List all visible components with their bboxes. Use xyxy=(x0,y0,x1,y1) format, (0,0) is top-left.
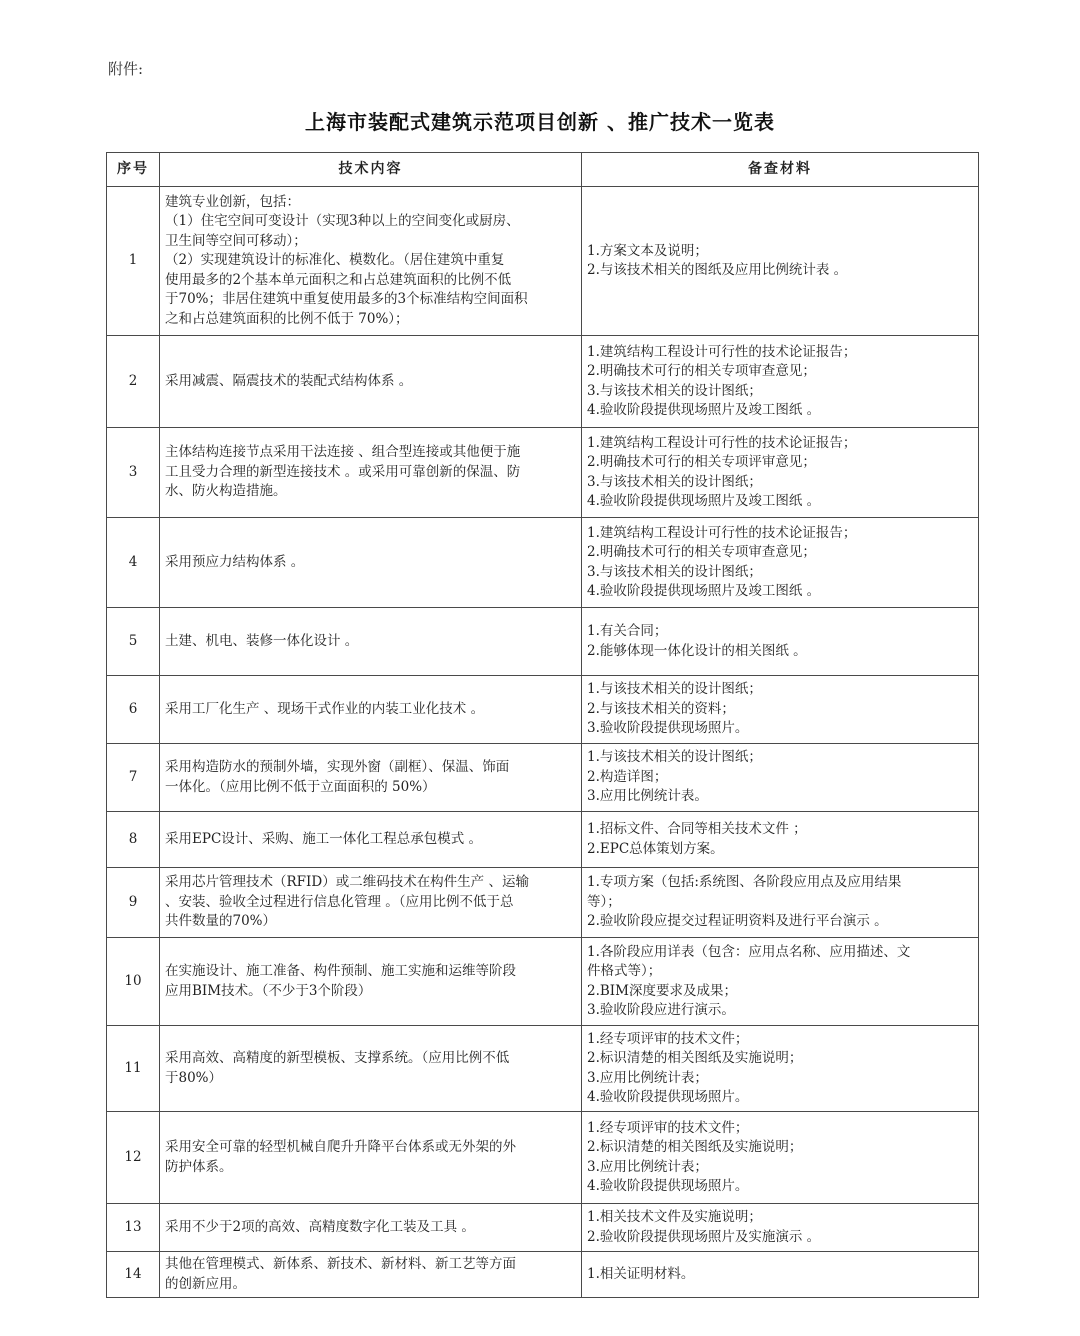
row-technical-content xyxy=(160,676,582,744)
content-line: 建筑专业创新，包括： xyxy=(165,193,300,210)
content-line: 采用高效、高精度的新型模板、支撑系统。（应用比例不低 xyxy=(165,1050,510,1066)
row-serial-number: 9 xyxy=(107,868,160,938)
header-technical-content: 技术内容 xyxy=(160,153,582,187)
content-line: 于70%；非居住建筑中重复使用最多的3个标准结构空间面积 xyxy=(165,291,528,308)
row-serial-number: 6 xyxy=(107,676,160,744)
content-line: 主体结构连接节点采用干法连接 、组合型连接或其他便于施 xyxy=(165,444,521,461)
row-reference-materials xyxy=(582,1112,979,1204)
row-technical-content xyxy=(160,1204,582,1252)
content-line: 采用EPC设计、采购、施工一体化工程总承包模式 。 xyxy=(165,830,483,847)
row-reference-materials xyxy=(582,938,979,1026)
material-line: 2.能够体现一体化设计的相关图纸 。 xyxy=(587,642,807,659)
material-line: 等）； xyxy=(587,893,621,910)
row-technical-content xyxy=(160,608,582,676)
row-reference-materials xyxy=(582,518,979,608)
material-line: 2.验收阶段应提交过程证明资料及进行平台演示 。 xyxy=(587,913,888,930)
row-technical-content xyxy=(160,744,582,812)
row-reference-materials xyxy=(582,187,979,336)
material-line: 1.与该技术相关的设计图纸； xyxy=(587,749,762,766)
content-line: 、安装、验收全过程进行信息化管理 。（应用比例不低于总 xyxy=(165,893,514,910)
material-line: 3.与该技术相关的设计图纸； xyxy=(587,473,762,490)
content-line: 采用芯片管理技术（RFID）或二维码技术在构件生产 、运输 xyxy=(165,874,529,891)
row-technical-content xyxy=(160,1252,582,1298)
material-line: 2.标识清楚的相关图纸及实施说明； xyxy=(587,1139,803,1155)
row-technical-content xyxy=(160,518,582,608)
table-row xyxy=(107,428,979,518)
row-reference-materials xyxy=(582,676,979,744)
table-header-row xyxy=(107,153,979,187)
material-line: 1.相关证明材料。 xyxy=(587,1265,695,1282)
row-technical-content xyxy=(160,1026,582,1112)
row-reference-materials xyxy=(582,1026,979,1112)
material-line: 3.应用比例统计表。 xyxy=(587,788,708,805)
table-row xyxy=(107,518,979,608)
material-line: 3.验收阶段提供现场照片。 xyxy=(587,720,749,737)
table-row xyxy=(107,676,979,744)
content-line: 其他在管理模式、新体系、新技术、新材料、新工艺等方面 xyxy=(165,1256,516,1272)
content-line: 采用不少于2项的高效、高精度数字化工装及工具 。 xyxy=(165,1218,475,1235)
material-line: 1.经专项评审的技术文件； xyxy=(587,1119,749,1136)
material-line: 1.招标文件、合同等相关技术文件 ； xyxy=(587,821,807,837)
material-line: 4.验收阶段提供现场照片及竣工图纸 。 xyxy=(587,583,821,599)
content-line: （1）住宅空间可变设计（实现3种以上的空间变化或厨房、 xyxy=(165,213,520,230)
material-line: 3.验收阶段应进行演示。 xyxy=(587,1002,735,1018)
content-line: 一体化。（应用比例不低于立面面积的 50%） xyxy=(165,778,436,795)
content-line: 采用工厂化生产 、现场干式作业的内装工业化技术 。 xyxy=(165,700,485,717)
material-line: 3.应用比例统计表； xyxy=(587,1069,708,1086)
row-serial-number: 10 xyxy=(107,938,160,1026)
material-line: 1.专项方案（包括:系统图、各阶段应用点及应用结果 xyxy=(587,874,902,891)
content-line: 应用BIM技术。（不少于3个阶段） xyxy=(165,982,372,999)
material-line: 4.验收阶段提供现场照片及竣工图纸 。 xyxy=(587,402,821,418)
material-line: 3.应用比例统计表； xyxy=(587,1158,708,1175)
header-reference-materials: 备查材料 xyxy=(582,153,979,187)
material-line: 2.与该技术相关的资料； xyxy=(587,700,735,717)
content-line: 共件数量的70%） xyxy=(165,913,277,930)
material-line: 2.BIM深度要求及成果； xyxy=(587,982,737,999)
row-technical-content xyxy=(160,428,582,518)
table-row xyxy=(107,1204,979,1252)
table-row xyxy=(107,1112,979,1204)
material-line: 4.验收阶段提供现场照片。 xyxy=(587,1089,749,1105)
table-row xyxy=(107,938,979,1026)
table-row xyxy=(107,336,979,428)
content-line: 采用安全可靠的轻型机械自爬升升降平台体系或无外架的外 xyxy=(165,1139,516,1155)
table-row xyxy=(107,744,979,812)
material-line: 3.与该技术相关的设计图纸； xyxy=(587,382,762,399)
material-line: 4.验收阶段提供现场照片。 xyxy=(587,1178,749,1194)
row-technical-content xyxy=(160,1112,582,1204)
material-line: 2.构造详图； xyxy=(587,768,668,785)
material-line: 1.经专项评审的技术文件； xyxy=(587,1030,749,1047)
row-serial-number: 11 xyxy=(107,1026,160,1112)
row-reference-materials xyxy=(582,608,979,676)
content-line: 在实施设计、施工准备、构件预制、施工实施和运维等阶段 xyxy=(165,963,516,979)
row-reference-materials xyxy=(582,1252,979,1298)
material-line: 2.明确技术可行的相关专项审查意见； xyxy=(587,544,816,560)
table-row xyxy=(107,868,979,938)
material-line: 2.明确技术可行的相关专项评审意见； xyxy=(587,454,816,470)
row-serial-number: 7 xyxy=(107,744,160,812)
row-technical-content xyxy=(160,938,582,1026)
content-line: 采用预应力结构体系 。 xyxy=(165,553,305,570)
content-line: 于80%） xyxy=(165,1069,223,1086)
material-line: 1.有关合同； xyxy=(587,623,668,639)
row-technical-content xyxy=(160,812,582,868)
row-reference-materials xyxy=(582,868,979,938)
material-line: 3.与该技术相关的设计图纸； xyxy=(587,563,762,580)
material-line: 2.验收阶段提供现场照片及实施演示 。 xyxy=(587,1228,821,1245)
row-reference-materials xyxy=(582,428,979,518)
technology-table xyxy=(106,152,979,1298)
material-line: 2.标识清楚的相关图纸及实施说明； xyxy=(587,1050,803,1066)
row-reference-materials xyxy=(582,1204,979,1252)
content-line: 水、防火构造措施。 xyxy=(165,483,287,500)
content-line: 的创新应用。 xyxy=(165,1275,246,1292)
table-row xyxy=(107,1026,979,1112)
content-line: 之和占总建筑面积的比例不低于 70%）； xyxy=(165,310,409,327)
table-row xyxy=(107,812,979,868)
annex-label: 附件: xyxy=(108,60,144,78)
content-line: （2）实现建筑设计的标准化、模数化。（居住建筑中重复 xyxy=(165,252,505,269)
material-line: 件格式等）； xyxy=(587,963,662,979)
row-reference-materials xyxy=(582,744,979,812)
row-serial-number: 5 xyxy=(107,608,160,676)
material-line: 1.建筑结构工程设计可行性的技术论证报告； xyxy=(587,343,857,360)
row-technical-content xyxy=(160,336,582,428)
table-row xyxy=(107,608,979,676)
row-serial-number: 8 xyxy=(107,812,160,868)
row-serial-number: 2 xyxy=(107,336,160,428)
material-line: 2.与该技术相关的图纸及应用比例统计表 。 xyxy=(587,262,848,278)
row-serial-number: 13 xyxy=(107,1204,160,1252)
material-line: 1.方案文本及说明； xyxy=(587,242,708,259)
content-line: 采用构造防水的预制外墙，实现外窗（副框）、保温、饰面 xyxy=(165,759,510,775)
row-serial-number: 3 xyxy=(107,428,160,518)
row-technical-content xyxy=(160,868,582,938)
content-line: 使用最多的2个基本单元面积之和占总建筑面积的比例不低 xyxy=(165,271,512,288)
material-line: 1.各阶段应用详表（包含：应用点名称、应用描述、文 xyxy=(587,943,911,960)
material-line: 1.建筑结构工程设计可行性的技术论证报告； xyxy=(587,524,857,541)
document-title: 上海市装配式建筑示范项目创新 、推广技术一览表 xyxy=(305,110,775,134)
material-line: 1.建筑结构工程设计可行性的技术论证报告； xyxy=(587,434,857,451)
row-serial-number: 12 xyxy=(107,1112,160,1204)
material-line: 4.验收阶段提供现场照片及竣工图纸 。 xyxy=(587,493,821,509)
table-row xyxy=(107,187,979,336)
content-line: 工且受力合理的新型连接技术 。或采用可靠创新的保温、防 xyxy=(165,463,521,480)
table-row xyxy=(107,1252,979,1298)
row-reference-materials xyxy=(582,812,979,868)
content-line: 采用减震、隔震技术的装配式结构体系 。 xyxy=(165,372,413,389)
row-serial-number: 1 xyxy=(107,187,160,336)
content-line: 防护体系。 xyxy=(165,1158,233,1175)
row-technical-content xyxy=(160,187,582,336)
material-line: 2.明确技术可行的相关专项审查意见； xyxy=(587,363,816,379)
material-line: 1.相关技术文件及实施说明； xyxy=(587,1209,762,1225)
row-reference-materials xyxy=(582,336,979,428)
material-line: 2.EPC总体策划方案。 xyxy=(587,840,724,857)
header-serial-number: 序号 xyxy=(107,153,160,187)
content-line: 卫生间等空间可移动）； xyxy=(165,232,307,249)
row-serial-number: 14 xyxy=(107,1252,160,1298)
row-serial-number: 4 xyxy=(107,518,160,608)
content-line: 土建、机电、装修一体化设计 。 xyxy=(165,632,359,649)
material-line: 1.与该技术相关的设计图纸； xyxy=(587,681,762,698)
